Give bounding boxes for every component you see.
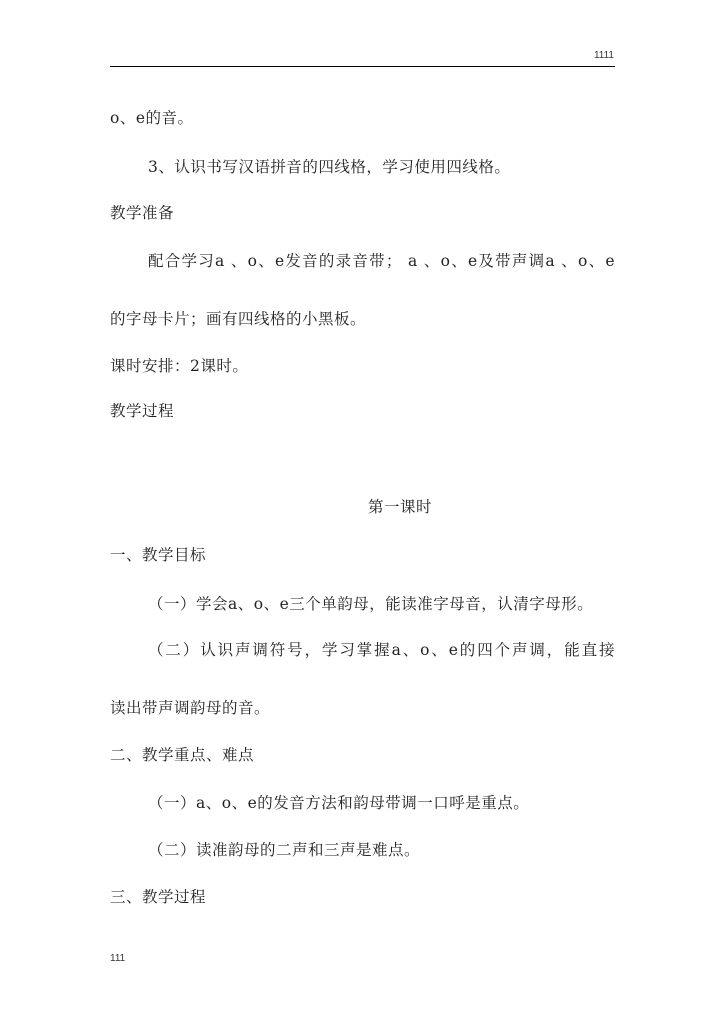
body-line: 课时安排：2课时。 [110, 357, 249, 375]
body-line: （一）学会a、o、e三个单韵母，能读准字母音，认清字母形。 [148, 595, 594, 613]
section-heading: 二、教学重点、难点 [110, 746, 255, 764]
body-line: 的字母卡片；画有四线格的小黑板。 [110, 310, 367, 328]
header-page-number: 1111 [593, 50, 614, 61]
section-heading: 教学过程 [110, 402, 175, 420]
footer-page-number: 111 [110, 953, 126, 964]
body-line: 配合学习a 、o、e发音的录音带； a 、o、e及带声调a 、o、e [148, 252, 615, 270]
section-heading: 教学准备 [110, 204, 175, 222]
body-line: o、e的音。 [110, 109, 194, 127]
section-heading: 一、教学目标 [110, 546, 207, 564]
body-line: （二）认识声调符号，学习掌握a、o、e的四个声调，能直接 [148, 641, 615, 659]
body-line: 读出带声调韵母的音。 [110, 699, 271, 717]
body-line: （二）读准韵母的二声和三声是难点。 [148, 841, 421, 859]
body-line: （一）a、o、e的发音方法和韵母带调一口呼是重点。 [148, 794, 530, 812]
body-line: 3、认识书写汉语拼音的四线格，学习使用四线格。 [148, 158, 511, 176]
section-heading: 三、教学过程 [110, 888, 207, 906]
header-rule [110, 66, 615, 67]
lesson-title: 第一课时 [367, 498, 432, 516]
